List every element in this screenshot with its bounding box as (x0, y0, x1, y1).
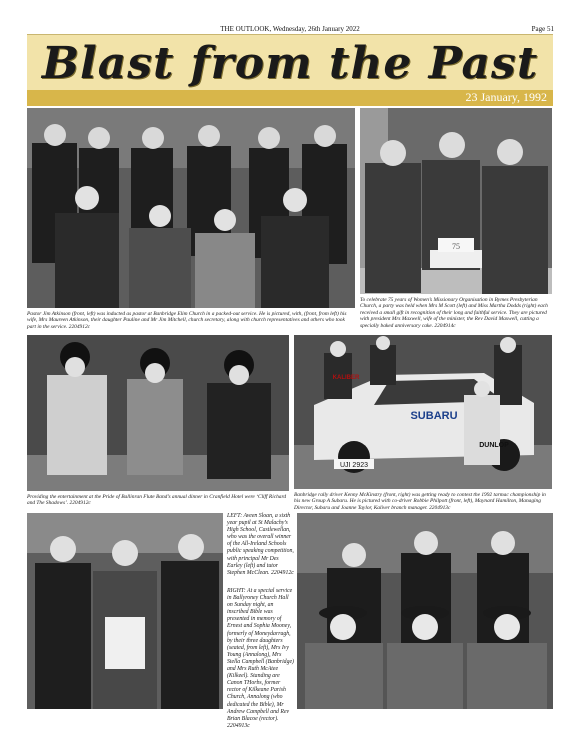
photo-womens-anniversary (360, 108, 552, 294)
section-banner (27, 34, 553, 91)
photo-public-speaking-winner (27, 513, 223, 709)
caption-rally: Banbridge rally driver Kenny McKinstry (front, right) was getting ready to contest the 1992 tarmac championship in his new Group A Subaru. He is pictured with co-driver Robbie Philpott (front, left), Maynard Hamilton, Managing Director, Subaru and Joanne Taylor, Kaliver branch manager. 2204913c (294, 492, 546, 511)
text-right-block: RIGHT: At a special service in Ballyroney Church Hall on Sunday night, an inscribed Bible was presented in memory of Ernest and Sophia Mooney, formerly of Moneydarragh, by their three daughters (seated, from left), Mrs Ivy Young (Annalong), Mrs Stella Campbell (Banbridge) and Mrs Ruth McAtee (Kilkeel). Standing are Canon THorbs, former rector of Kilkeane Parish Church, Annalong (who dedicated the Bible), Mr Andrew Campbell and Rev Brian Blacoe (rector). 2204913c (227, 588, 294, 729)
photo-pastor-induction (27, 108, 355, 308)
running-head-text: THE OUTLOOK, Wednesday, 26th January 2022 (220, 25, 360, 33)
car-subaru-logo: SUBARU (410, 410, 458, 422)
photo-subaru-rally (294, 335, 552, 489)
date-bar (27, 90, 553, 106)
text-left-block: LEFT: Aveen Sloan, a sixth year pupil at St Malachy’s High School, Castlewellan, who was the overall winner of the All-Ireland Schools public speaking competition, with principal Mr Des Earley (left) and tutor Stephen McClean. 2204912c (227, 513, 294, 576)
car-registration-plate: UJI 2923 (339, 462, 369, 469)
banner-title: Blast from the Past (41, 37, 539, 89)
car-dunlop-logo: DUNLOP (479, 442, 509, 449)
issue-date: 23 January, 1992 (465, 90, 547, 104)
caption-pride: Providing the entertainment at the Pride of Ballinran Flute Band’s annual dinner in Cranfield Hotel were ‘Cliff Richard and The Shadows’. 2204912c (27, 494, 287, 507)
caption-pastor: Pastor Jim Atkinson (front, left) was inducted as pastor at Banbridge Elim Church in a packed-out service. He is pictured, with, (front, from left) his wife, Mrs Maureen Atkinson, their daughter Pauline and Mr Jim Mitchell, church secretary, along with church representatives and others who took part in the service. 2204912c (27, 311, 347, 330)
caption-womens: To celebrate 75 years of Women’s Missionary Organisation in Bymes Presbyterian Church, a party was held when Mrs M Scott (left) and Miss Martha Dodds (right) each received a small gift in recognition of their long and faithful service. They are pictured with president Mrs Maxwell, wife of the minister, the Rev David Maxwell, cutting a specially baked anniversary cake. 2204914c (360, 297, 548, 329)
cake-number: 75 (452, 242, 460, 251)
page-number: Page 51 (531, 25, 554, 33)
photo-bible-presentation (297, 513, 553, 709)
photo-pride-band-entertainers (27, 335, 289, 491)
kaliber-logo: KALIBER (332, 375, 360, 381)
